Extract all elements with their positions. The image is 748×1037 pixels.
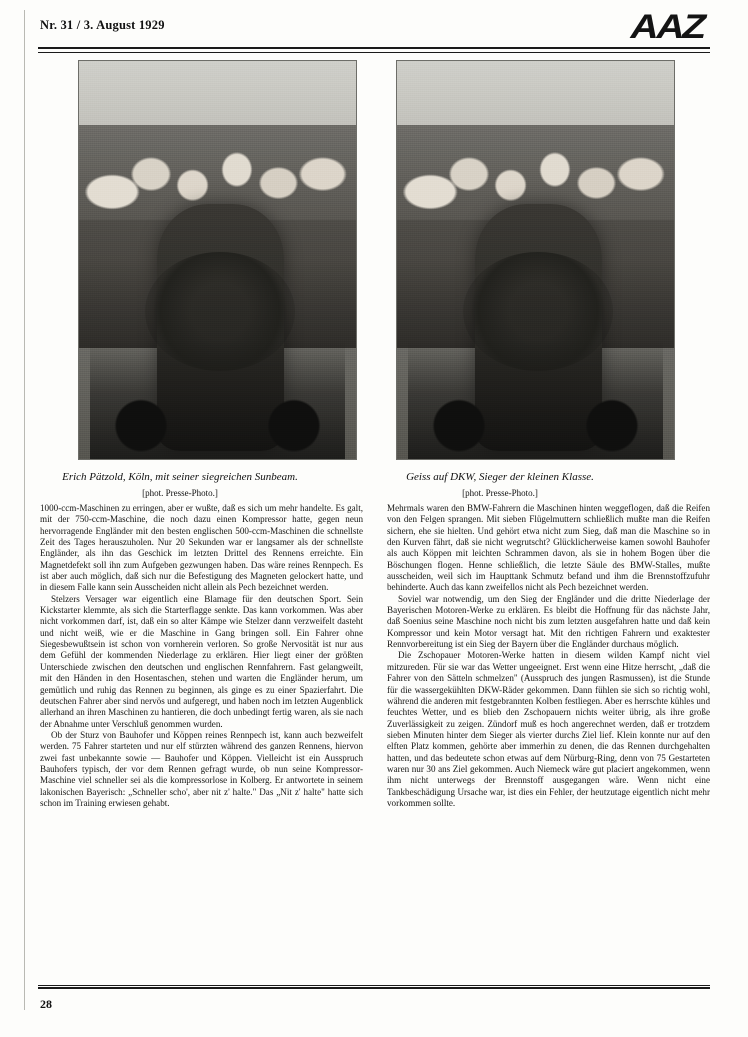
paragraph: Mehrmals waren den BMW-Fahrern die Maschinen hinten weggeflogen, daß die Reifen von den Felgen sprangen. Mit sieben Flügelmuttern schließlich mußte man die Reifen sichern, ehe sie hielten. Und gehört etwa nicht zum Sieg, daß man die Maschine so in den Kurven fährt, daß sie nicht wegrutscht? Glücklicherweise kamen sowohl Bauhofer als auch Köppen mit leichten Schrammen davon, als sie in hohem Bogen über die Böschungen flogen. Henne schließlich, die letzte Säule des BMW-Stalles, mußte ausscheiden, weil sich im Haupttank Schmutz befand und ihm die Brennstoffzufuhr behinderte. Auch das kann zweifellos nicht als Pech bezeichnet werden. (387, 503, 710, 593)
caption-left (30, 470, 330, 500)
page-number: 28 (40, 997, 52, 1011)
paragraph: Soviel war notwendig, um den Sieg der Engländer und die dritte Niederlage der Bayerischen Motoren-Werke zu erklären. Es bleibt die Hoffnung für das nächste Jahr, daß Soenius seine Maschine noch nicht bis zum letzten ausgefahren hatte und daß kein Kompressor und kein Motor versagt hat. Mit den richtigen Fahrern und exaktester Rennvorbereitung ist ein Sieg der Bayern über die Engländer durchaus möglich. (387, 593, 710, 650)
page-edge-line (24, 10, 25, 1010)
photo-row (38, 60, 710, 460)
logo-text: AAZ (630, 8, 704, 46)
column-left (40, 503, 363, 809)
caption-left-credit: [phot. Presse-Photo.] (142, 488, 218, 498)
caption-right-credit: [phot. Presse-Photo.] (462, 488, 538, 498)
photo-left (78, 60, 357, 460)
paragraph: Die Zschopauer Motoren-Werke hatten in diesem wilden Kampf nicht viel mitzureden. Für sie war das Wetter ungeeignet. Erst wenn eine Hitze herrscht, „daß die Fahrer von den Sätteln schmelzen" (Ausspruch des jungen Rasmussen), ist die Stunde für die wassergekühlten DKW-Räder gekommen. Dann fühlen sie sich so richtig wohl, während die anderen mit festgebrannten Kolben festliegen. Aber es herrschte kühles und feuchtes Wetter, und es blieb den Zschopauern nichts weiter übrig, als ihre große Zuverlässigkeit zu zeigen. Zündorf muß es hoch angerechnet werden, daß er trotzdem sieben Minuten hinter dem Sieger als vierter durchs Ziel lief. Klein konnte nur auf den elften Platz kommen, gehörte aber immerhin zu denen, die das Rennen durchgehalten hatten, und das bedeutete schon etwas auf dem Nürburg-Ring, denn von 75 Gestarteten waren nur 30 ans Ziel gekommen. Auch Niemeck wäre gut placiert angekommen, wenn ihm nicht unterwegs der Brennstoff ausgegangen wäre. Wenn nicht eine Tankbeschädigung Ursache war, ist dies ein Fehler, der heutzutage eigentlich nicht mehr vorkommen sollte. (387, 650, 710, 808)
photo-grain-overlay (397, 61, 674, 459)
issue-line: Nr. 31 / 3. August 1929 (40, 18, 165, 32)
caption-right (350, 470, 650, 500)
paragraph: Ob der Sturz von Bauhofer und Köppen reines Rennpech ist, kann auch bezweifelt werden. 75 Fahrer starteten und nur elf stürzten während des ganzen Rennens, hiervon zwei fast unbekannte sowie — Bauhofer und Köppen. Vielleicht ist ein Ausspruch Bauhofers typisch, der vor dem Rennen gefragt wurde, ob nun seine Kompressor-Maschine viel schneller sei als die kompressorlose in Kolberg. Er antwortete in seinem lakonischen Bayerisch: „Schneller scho', aber nit z' halte." Das „Nit z' halte" hatte sich schon im Training erwiesen gehabt. (40, 729, 363, 808)
footer-divider (38, 987, 710, 989)
photo-right (396, 60, 675, 460)
paragraph: 1000-ccm-Maschinen zu erringen, aber er wußte, daß es sich um mehr handelte. Es galt, mit der 750-ccm-Maschine, die noch dazu einen Kompressor hatte, gegen neun hervorragende Engländer mit den besten englischen 500-ccm-Maschinen die schnellste Zeit des Tages herauszuholen. Nur 20 Sekunden war er langsamer als der schnellste Engländer, als ihn das Geschick im letzten Drittel des Rennens erreichte. Ein Magnetdefekt soll ihn zum Aufgeben gezwungen haben. Das wäre reines Rennpech. Es ist aber auch möglich, daß sich nur die Befestigung des Magneten gelockert hatte, und in diesem Falle kann sein Ausscheiden nicht allein als Pech bezeichnet werden. (40, 503, 363, 593)
aaz-logo (530, 10, 710, 52)
caption-left-text: Erich Pätzold, Köln, mit seiner siegreichen Sunbeam. (62, 471, 298, 483)
photo-grain-overlay (79, 61, 356, 459)
article-body (40, 503, 710, 973)
column-right (387, 503, 710, 809)
header-divider (38, 47, 710, 49)
paragraph: Stelzers Versager war eigentlich eine Blamage für den deutschen Sport. Sein Kickstarter klemmte, als sich die Starterflagge senkte. Das kann vorkommen. Was aber nicht vorkommen darf, ist, daß ein so alter Kämpe wie Stelzer dann verzweifelt dasteht und nicht weiß, wie er die Maschine in Gang bringen soll. Ein Fahrer ohne Siegesbewußtsein ist schon von vornherein verloren. So große Nervosität ist nur aus dem Gefühl der kommenden Niederlage zu erklären. Hier liegt einer der größten Unterschiede zwischen den deutschen und englischen Rennfahrern. Fast gelangweilt, mit den Händen in den Hosentaschen, stehen und warten die Engländer herum, um gemütlich und ruhig das Rennen zu beginnen, als ginge es zu einer Spazierfahrt. Die deutschen Fahrer aber sind nervös und aufgeregt, und haben noch im letzten Augenblick allerhand an ihren Maschinen zu hantieren, die doch unbedingt fertig waren, als sie nach der Abnahme unter Verschluß genommen wurden. (40, 593, 363, 729)
caption-right-text: Geiss auf DKW, Sieger der kleinen Klasse. (406, 471, 594, 483)
